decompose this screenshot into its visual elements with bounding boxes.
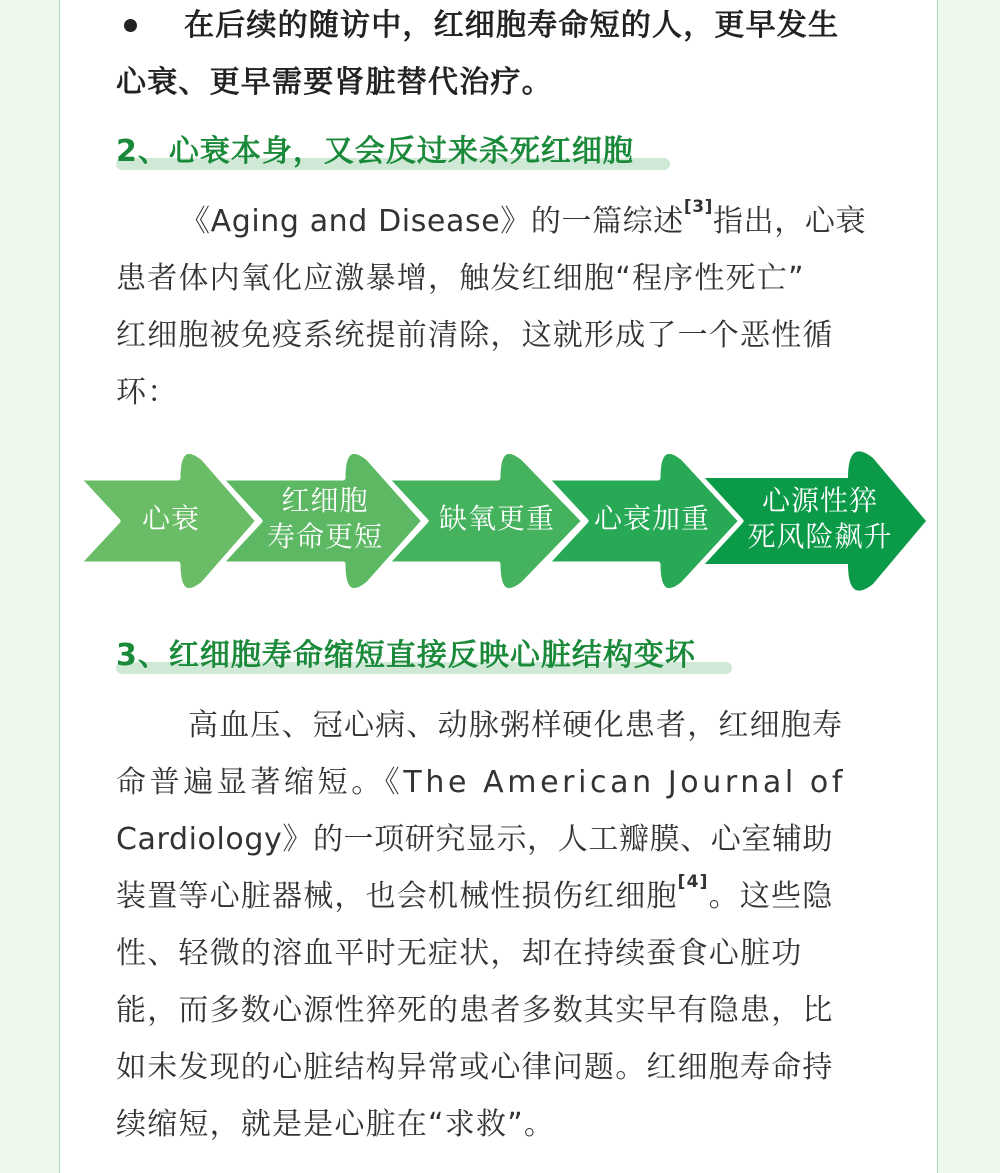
cycle-step-3: 缺氧更重 <box>438 502 556 535</box>
paragraph-line: 性、轻微的溶血平时无症状，却在持续蚕食心脏功 <box>116 936 803 971</box>
bullet-line-2: 心衰、更早需要肾脏替代治疗。 <box>116 65 553 100</box>
paragraph-line: 装置等心脏器械，也会机械性损伤红细胞[4]。这些隐 <box>116 872 834 914</box>
paragraph-line: 《Aging and Disease》的一篇综述[3]指出，心衰 <box>180 197 867 239</box>
paragraph-line: 能，而多数心源性猝死的患者多数其实早有隐患，比 <box>116 993 834 1028</box>
vicious-cycle-diagram <box>78 438 928 604</box>
section-3-heading: 3、红细胞寿命缩短直接反映心脏结构变坏 <box>116 638 696 673</box>
section-2-heading: 2、心衰本身，又会反过来杀死红细胞 <box>116 134 634 169</box>
paragraph-line: 如未发现的心脏结构异常或心律问题。红细胞寿命持 <box>116 1050 834 1085</box>
reference-4[interactable]: [4] <box>677 872 709 892</box>
paragraph-line: 命普遍显著缩短。《The American Journal of <box>116 765 847 800</box>
reference-3[interactable]: [3] <box>683 197 714 217</box>
paragraph-line: 高血压、冠心病、动脉粥样硬化患者，红细胞寿 <box>188 708 844 743</box>
section-2-paragraph <box>116 193 884 421</box>
paragraph-line: 红细胞被免疫系统提前清除，这就形成了一个恶性循 <box>116 318 834 353</box>
paragraph-line: Cardiology》的一项研究显示，人工瓣膜、心室辅助 <box>116 822 834 857</box>
section-3-paragraph <box>116 697 884 1153</box>
cycle-step-2: 红细胞 寿命更短 <box>266 484 384 553</box>
cycle-step-4: 心衰加重 <box>593 502 711 535</box>
cycle-step-1: 心衰 <box>141 502 201 535</box>
paragraph-line: 环： <box>116 375 179 410</box>
cycle-step-5: 心源性猝 死风险飙升 <box>747 484 893 553</box>
paragraph-line: 患者体内氧化应激暴增，触发红细胞“程序性死亡” <box>116 261 805 296</box>
bullet-paragraph <box>116 0 884 111</box>
paragraph-line: 续缩短，就是是心脏在“求救”。 <box>116 1107 556 1142</box>
bullet-line-1: 在后续的随访中，红细胞寿命短的人，更早发生 <box>184 8 840 43</box>
